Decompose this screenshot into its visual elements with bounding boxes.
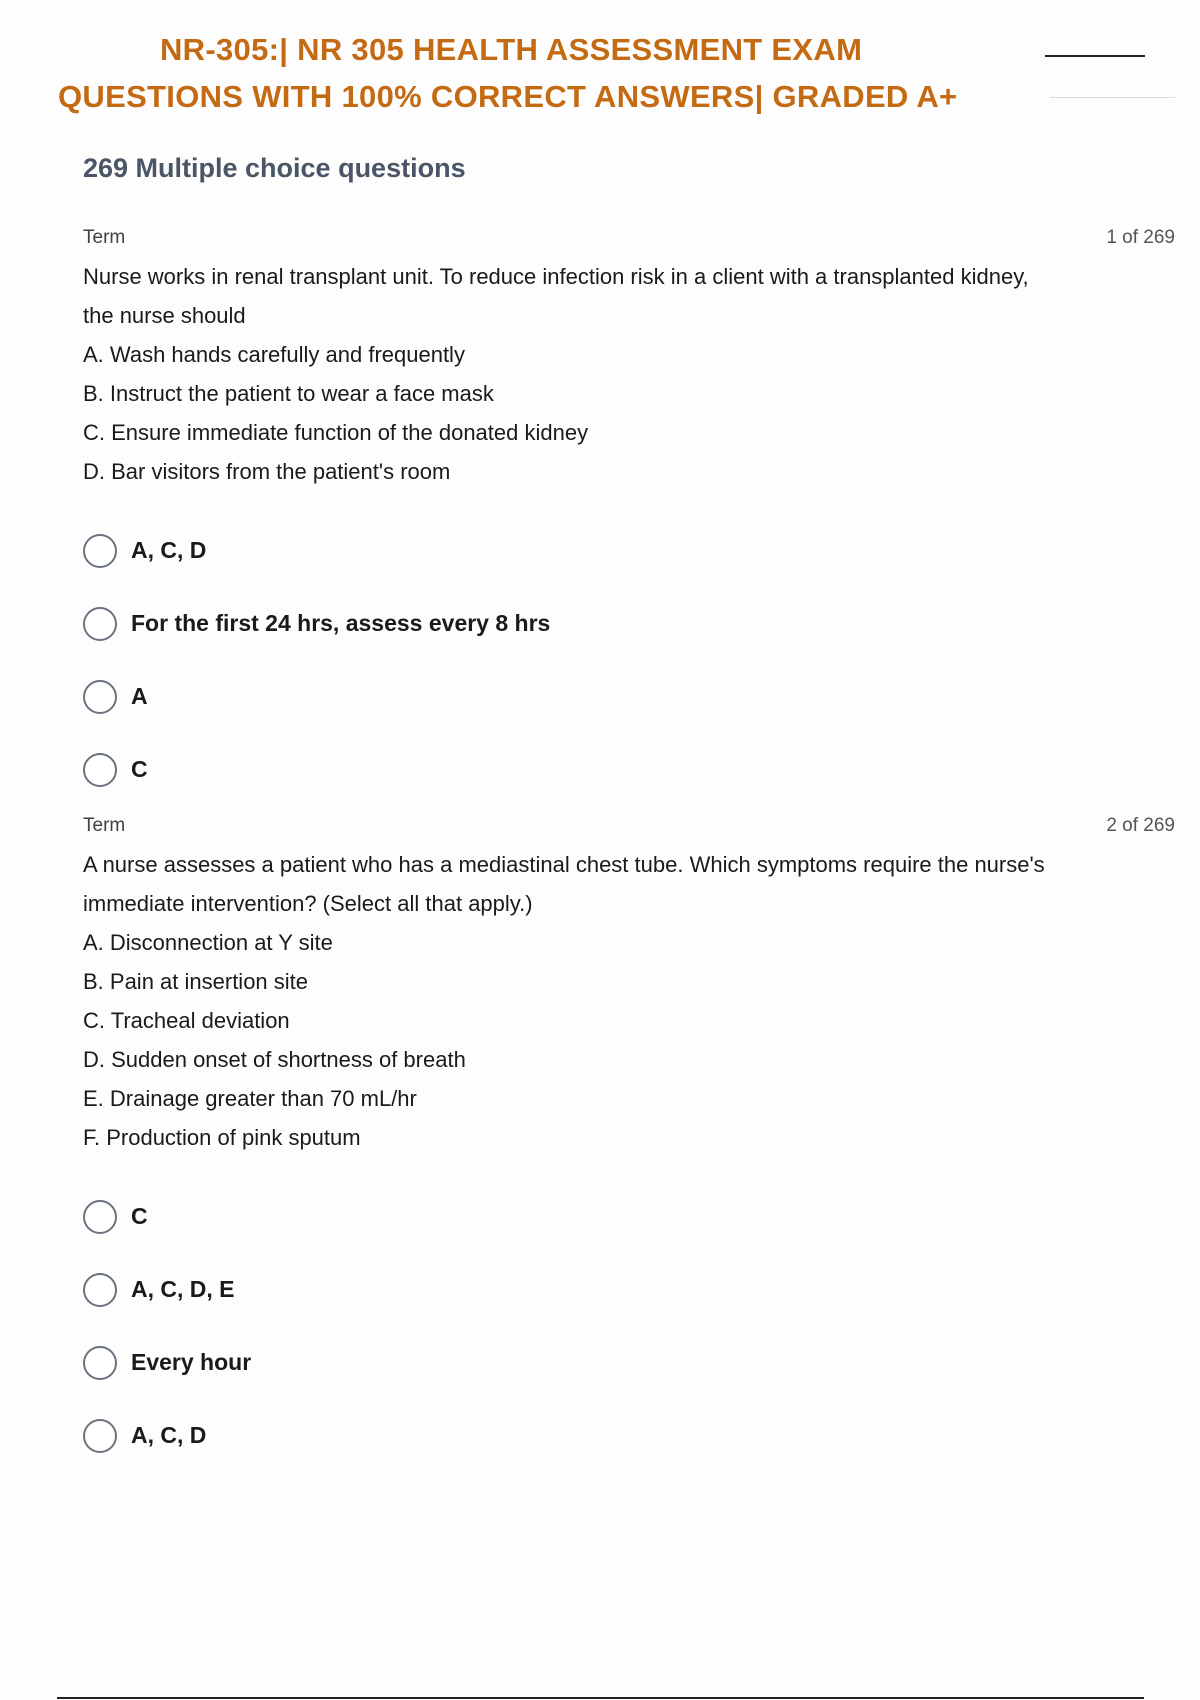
document-title-line-2: QUESTIONS WITH 100% CORRECT ANSWERS| GRADED A+ <box>58 79 958 114</box>
term-label: Term <box>83 815 126 836</box>
question-option: D. Bar visitors from the patient's room <box>83 459 451 484</box>
answer-choice-label: For the first 24 hrs, assess every 8 hrs <box>131 610 551 636</box>
question-option: A. Disconnection at Y site <box>83 930 333 955</box>
answer-choice-label: C <box>131 756 148 782</box>
answer-choice-label: A, C, D <box>131 537 207 563</box>
radio-button-icon[interactable] <box>83 1346 117 1380</box>
answer-choice[interactable] <box>83 660 1175 733</box>
term-label: Term <box>83 227 126 248</box>
question-counter: 1 of 269 <box>1106 227 1175 248</box>
question-text: the nurse should <box>83 303 246 328</box>
question-counter: 2 of 269 <box>1106 815 1175 836</box>
answer-choice-label: A, C, D, E <box>131 1276 235 1302</box>
radio-button-icon[interactable] <box>83 534 117 568</box>
title-rule <box>1045 55 1145 57</box>
answer-choice[interactable] <box>83 1326 1175 1399</box>
answer-choice[interactable] <box>83 587 1175 660</box>
answer-choice[interactable] <box>83 1399 1175 1472</box>
question-option: B. Instruct the patient to wear a face mask <box>83 381 494 406</box>
question-option: A. Wash hands carefully and frequently <box>83 342 465 367</box>
radio-button-icon[interactable] <box>83 1273 117 1307</box>
answer-choice[interactable] <box>83 1180 1175 1253</box>
answer-choice-label: A <box>131 683 148 709</box>
radio-button-icon[interactable] <box>83 1200 117 1234</box>
question-text: immediate intervention? (Select all that apply.) <box>83 891 533 916</box>
question-text: Nurse works in renal transplant unit. To reduce infection risk in a client with a transplanted kidney, <box>83 264 1029 289</box>
answer-choice-label: A, C, D <box>131 1422 207 1448</box>
answer-choices <box>83 1180 1175 1472</box>
answer-choice[interactable] <box>83 733 1175 806</box>
radio-button-icon[interactable] <box>83 607 117 641</box>
footer-rule <box>57 1697 1144 1699</box>
question-count-heading: 269 Multiple choice questions <box>83 153 466 183</box>
question-option: C. Tracheal deviation <box>83 1008 290 1033</box>
question-option: B. Pain at insertion site <box>83 969 309 994</box>
answer-choices <box>83 514 1175 806</box>
answer-choice[interactable] <box>83 1253 1175 1326</box>
answer-choice-label: Every hour <box>131 1349 252 1375</box>
question-text: A nurse assesses a patient who has a mediastinal chest tube. Which symptoms require the nurse's <box>83 852 1045 877</box>
radio-button-icon[interactable] <box>83 1419 117 1453</box>
question-option: C. Ensure immediate function of the donated kidney <box>83 420 589 445</box>
document-title-line-1: NR-305:| NR 305 HEALTH ASSESSMENT EXAM <box>160 32 863 67</box>
question-card-1 <box>83 227 1175 806</box>
question-card-2 <box>83 815 1175 1472</box>
question-option: D. Sudden onset of shortness of breath <box>83 1047 466 1072</box>
question-option: F. Production of pink sputum <box>83 1125 361 1150</box>
question-option: E. Drainage greater than 70 mL/hr <box>83 1086 417 1111</box>
radio-button-icon[interactable] <box>83 680 117 714</box>
answer-choice[interactable] <box>83 514 1175 587</box>
title-rule-faint <box>1050 97 1175 98</box>
radio-button-icon[interactable] <box>83 753 117 787</box>
answer-choice-label: C <box>131 1203 148 1229</box>
